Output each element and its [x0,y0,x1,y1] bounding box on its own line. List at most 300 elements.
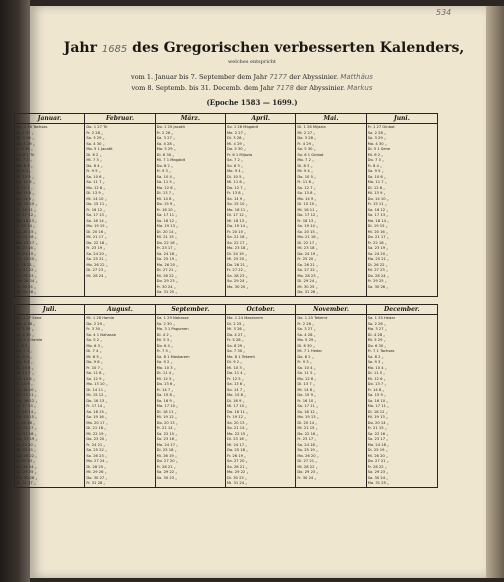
day-row: Mo. 10 4 „ [367,365,387,370]
day-row: Sa. 29 22 „ [156,470,178,474]
day-row: Mo. 26 20 „ [297,453,319,458]
day-row: Fr. 12 7 „ [16,185,33,190]
day-row: Fr. 16 10 „ [156,207,176,212]
day-row: Mi. 30 25 „ [297,284,318,289]
day-row: So. 25 19 „ [297,448,318,452]
day-row: Mo. 24 18 „ [367,442,390,447]
day-row: Mi. 5 3 „ [156,338,173,342]
day-row: Fr. 15 11 „ [367,202,387,206]
day-row: Di. 20 14 „ [297,420,318,425]
day-row: So. 25 21 „ [86,257,107,261]
day-row: Do. 14 10 „ [367,196,389,201]
day-row: Do. 6 30 „ [367,343,387,348]
day-row: Do. 23 20 „ [86,437,108,441]
day-row: Fr. 30 24 „ [297,475,317,480]
day-row: Di. 13 7 „ [156,191,175,195]
month-column [85,114,155,296]
day-row: Mi. 12 5 „ [156,376,175,381]
day-row: Mi. 4 30 „ [16,332,34,337]
day-row: Di. 27 23 „ [86,268,107,272]
day-row: Fr. 19 12 „ [227,415,247,419]
day-row: Mo. 15 8 „ [227,393,247,397]
page-title [34,40,494,56]
day-row: Fr. 13 9 „ [16,382,33,386]
day-row: Di. 1 26 Mijazia [297,125,326,129]
day-row: Sa. 2 28 „ [367,130,386,135]
day-row: Di. 17 13 „ [16,404,36,408]
day-row: Sa. 12 7 „ [297,185,316,190]
month-column [226,305,296,487]
day-row: Fr. 2 26 „ [156,130,174,135]
day-row: Mo. 8 3 „ [16,163,33,168]
day-row: Fr. 25 20 „ [297,257,317,261]
correspondence-line-1 [0,73,504,81]
day-row: So. 9 3 „ [367,360,384,364]
month-column [367,305,437,487]
day-row: Mi. 5 29 „ [367,338,386,342]
day-row: Mo. 19 15 „ [86,224,108,228]
day-row: So. 1 26 Magabit [227,125,259,129]
day-row: Mo. 24 17 „ [156,442,179,447]
day-row: Sa. 22 16 „ [367,431,389,436]
day-row: Fr. 20 16 „ [16,420,36,425]
day-row: Mo. 17 10 „ [156,404,179,408]
day-row: So. 29 24 „ [227,279,248,283]
day-row: Do. 8 2 „ [156,163,173,168]
page-number-note: 534 [436,8,452,17]
day-row: Sa. 4 1 Nahasse [86,332,117,337]
day-row: So. 4 28 „ [156,141,175,146]
day-row: Sa. 10 4 „ [156,174,175,179]
subtitle: welches entspricht [228,59,276,65]
day-row: Mi. 9 4 „ [297,169,313,173]
day-row: Mi. 31 26 „ [16,290,37,294]
day-row: Sa. 8 1 Maskarem [156,354,190,359]
line1-name-handwritten: Matthäus [340,73,373,81]
month-column [156,305,226,487]
day-row: Do. 1 25 Jacatit [156,125,185,129]
day-row: Fr. 8 4 „ [367,163,382,168]
line2-year-handwritten: 7178 [276,84,294,92]
day-row: Di. 2 27 „ [16,130,34,135]
day-row: Fr. 7 5 „ [156,349,171,353]
month-heading: September. [156,305,225,315]
day-row: Do. 8 2 „ [297,354,314,359]
day-row: So. 3 29 „ [367,136,386,140]
day-row: Sa. 7 2 „ [227,158,243,162]
month-heading: April. [226,114,295,124]
month-heading: Juni. [367,114,437,124]
day-row: So. 16 9 „ [156,398,175,403]
day-row: Sa. 17 13 „ [86,213,107,217]
day-row: Sa. 9 5 „ [367,169,384,173]
day-row: Mi. 22 19 „ [86,431,107,436]
day-row: Di. 11 5 „ [367,371,386,375]
day-row: So. 18 12 „ [297,409,318,414]
day-row: So. 28 21 „ [227,464,248,469]
day-row: Mo. 5 1 Jacatit [86,147,113,151]
day-row: Mo. 29 24 „ [16,279,38,283]
day-row: So. 4 28 „ [297,332,316,337]
day-row: So. 6 1 Ginbot [297,152,324,157]
day-row: Mi. 1 28 Hamle [86,316,115,320]
month-heading: Mai. [296,114,365,124]
day-row: Fr. 26 19 „ [227,453,247,458]
day-row: Do. 22 16 „ [156,240,178,245]
day-row: Sa. 13 6 „ [227,382,246,386]
day-row: So. 20 15 „ [297,229,318,234]
day-row: Mo. 25 21 „ [367,257,390,261]
day-row: Mi. 7 1 Hedar [297,349,323,353]
day-row: Fr. 17 14 „ [86,404,106,408]
day-row: Do. 28 24 „ [367,273,389,278]
day-row: So. 22 17 „ [227,240,248,245]
day-row: Di. 4 2 „ [156,332,172,337]
day-row: Fr. 27 22 „ [227,268,247,272]
day-row: Mo. 30 26 „ [16,475,38,480]
day-row: Do. 19 15 „ [16,415,38,419]
day-row: Mo. 2 28 „ [16,321,36,326]
day-row: So. 25 19 „ [156,257,178,261]
day-row: Do. 5 1 Hamle [16,338,43,342]
day-row: Fr. 31 28 „ [86,481,106,485]
day-row: Di. 31 27 „ [16,481,36,485]
day-row: So. 26 23 „ [86,453,107,458]
day-row: Mi. 7 1 Magabit [156,158,186,162]
day-row: Fr. 30 24 „ [156,284,176,289]
day-row: Do. 20 13 „ [156,420,178,425]
day-row: Sa. 1 25 Hedar [367,316,396,320]
day-row: Di. 17 12 „ [227,213,247,217]
day-row: Fr. 21 14 „ [156,426,176,430]
day-row: So. 8 3 „ [227,163,243,168]
day-row: Mi. 11 7 „ [16,371,34,375]
day-row: Di. 10 5 „ [227,174,245,179]
day-row: Di. 3 28 „ [227,136,245,140]
month-column [296,114,366,296]
day-row: So. 19 16 „ [86,415,107,419]
day-row: So. 2 26 „ [367,321,386,326]
day-row: Fr. 16 12 „ [86,207,106,212]
day-row: Mo. 11 7 „ [367,180,387,184]
day-row: Mo. 23 18 „ [227,246,249,250]
day-row: Mi. 24 17 „ [227,442,248,447]
day-row: Do. 17 12 „ [297,213,319,217]
day-row: Di. 23 16 „ [227,437,247,441]
day-row: Di. 16 11 „ [16,207,36,212]
day-row: So. 29 25 „ [16,470,37,474]
day-row: Di. 13 7 „ [297,382,315,386]
day-row: Mo. 26 20 „ [156,262,179,267]
day-row: So. 30 24 „ [367,475,389,480]
day-row: Di. 15 10 „ [297,202,318,206]
day-row: Di. 23 18 „ [16,246,36,250]
day-row: Sa. 23 19 „ [367,246,389,250]
day-row: Mo. 19 13 „ [297,415,319,419]
day-row: Mo. 5 29 „ [156,147,176,151]
day-row: Mi. 31 24 „ [227,481,248,485]
line1-suffix: der Abyssinier. [289,73,339,81]
day-row: Do. 15 9 „ [156,202,176,206]
day-row: Do. 29 23 „ [156,279,178,283]
day-row: So. 7 30 „ [227,349,246,353]
day-row: Mi. 3 28 „ [16,136,34,140]
day-row: Mo. 30 25 „ [227,284,249,289]
day-row: Fr. 23 17 „ [297,437,317,441]
day-row: Sa. 21 16 „ [227,235,248,239]
day-row: Mi. 28 22 „ [156,273,177,278]
day-row: Do. 12 8 „ [16,376,35,381]
day-row: Do. 13 6 „ [156,382,176,386]
day-row: Mo. 9 4 „ [227,169,244,173]
day-row: Di. 27 21 „ [156,268,177,272]
title-prefix: Jahr [63,40,97,56]
day-row: Sa. 25 22 „ [86,448,107,452]
day-row: Di. 24 19 „ [227,251,247,256]
day-row: Di. 18 11 „ [156,409,177,414]
day-row: Fr. 9 3 „ [156,169,171,173]
day-row: Mi. 7 3 „ [86,158,102,162]
day-row: Do. 18 11 „ [227,409,249,414]
day-row: Mo. 22 17 „ [16,240,38,245]
day-row: Mi. 4 29 „ [227,141,245,146]
day-row: Fr. 19 14 „ [16,224,36,228]
month-column [226,114,296,296]
day-row: Mi. 20 16 „ [367,229,388,234]
day-row: Di. 12 8 „ [367,185,386,190]
day-row: So. 17 13 „ [367,213,389,217]
day-row: Mi. 24 19 „ [16,251,37,256]
day-row: Mi. 26 19 „ [156,453,177,458]
day-row: Do. 26 22 „ [16,453,38,458]
day-row: Di. 25 18 „ [156,448,177,452]
day-row: Mo. 16 11 „ [227,207,249,212]
day-row: Mo. 13 10 „ [86,382,108,386]
day-row: Do. 15 9 „ [297,393,316,397]
day-row: So. 4 30 „ [86,141,105,146]
day-row: Di. 8 3 „ [297,163,313,168]
line1-year-handwritten: 7177 [269,73,288,81]
day-row: So. 14 9 „ [16,196,35,201]
day-row: Do. 22 16 „ [297,431,319,436]
day-row: Mi. 14 8 „ [297,387,316,392]
day-row: Sa. 11 8 „ [86,371,105,375]
day-row: Mo. 20 17 „ [86,420,108,425]
day-row: Mi. 18 13 „ [227,218,248,223]
day-row: So. 15 11 „ [16,393,37,397]
day-row: So. 11 5 „ [156,180,175,184]
day-row: So. 7 2 „ [16,158,32,162]
day-row: Di. 20 14 „ [156,229,177,234]
day-row: Sa. 5 30 „ [297,147,316,151]
month-column [367,114,437,296]
day-row: Mi. 12 6 „ [367,376,386,381]
day-row: Mo. 26 22 „ [86,262,108,267]
day-row: Mo. 1 26 Tachsas [16,125,48,129]
day-row: Do. 13 7 „ [367,382,387,386]
day-row: Mo. 3 27 „ [367,327,387,331]
day-row: Mo. 31 25 „ [367,481,390,485]
day-row: Do. 4 27 „ [227,332,246,337]
epoch-note: (Epoche 1583 — 1699.) [206,98,298,107]
day-row: Di. 29 24 „ [297,279,318,283]
day-row: Di. 30 23 „ [227,475,247,480]
day-row: Di. 24 20 „ [16,442,36,447]
day-row: Di. 9 2 „ [227,360,243,364]
day-row: Di. 13 9 „ [86,191,104,195]
day-row: So. 18 12 „ [156,218,178,223]
day-row: Fr. 1 27 Ginbot [367,125,395,129]
day-row: Mi. 17 10 „ [227,404,248,408]
month-heading: November. [296,305,365,315]
day-row: Do. 1 27 Tir [86,125,108,129]
day-row: Do. 29 23 „ [297,470,319,474]
day-row: Mi. 11 6 „ [227,180,245,184]
day-row: Sa. 19 14 „ [297,224,318,228]
day-row: Di. 26 22 „ [367,262,388,267]
day-row: Sa. 26 21 „ [297,262,318,267]
month-heading: December. [367,305,437,315]
day-row: Do. 10 5 „ [297,174,316,179]
line1-prefix: vom 1. Januar bis 7. September dem Jahr [131,73,268,81]
day-row: Mi. 3 26 „ [227,327,245,331]
day-row: Mi. 18 14 „ [16,409,37,414]
day-row: So. 14 7 „ [227,387,246,392]
title-year-handwritten: 1685 [101,44,128,55]
day-row: Mi. 15 12 „ [86,393,107,397]
day-row: Do. 1 25 Tekemt [297,316,328,320]
calendar-block-jul-dec [14,304,438,488]
day-row: So. 10 6 „ [367,174,386,179]
day-row: Do. 3 28 „ [297,136,316,140]
day-row: Fr. 27 23 „ [16,459,36,463]
day-row: Sa. 24 18 „ [156,251,178,256]
day-row: Mo. 19 13 „ [156,224,179,228]
day-row: So. 18 14 „ [86,218,107,223]
month-column [85,305,155,487]
day-row: Mo. 12 6 „ [297,376,317,381]
day-row: Sa. 14 9 „ [227,196,246,201]
day-row: Fr. 28 22 „ [367,464,387,469]
day-row: Fr. 5 30 „ [16,147,33,151]
day-row: Mi. 14 8 „ [156,196,175,201]
day-row: Mo. 4 30 „ [367,141,387,146]
day-row: So. 23 17 „ [367,437,389,441]
day-row: Di. 21 18 „ [86,426,107,430]
day-row: So. 27 22 „ [297,268,318,272]
day-row: Sa. 21 17 „ [16,426,37,430]
line2-name-handwritten: Markus [347,84,373,92]
day-row: So. 11 7 „ [86,180,105,184]
day-row: Di. 14 11 „ [86,387,107,392]
day-row: Do. 25 18 „ [227,448,249,452]
day-row: Sa. 29 23 „ [367,470,389,474]
day-row: Mo. 12 8 „ [86,185,106,190]
line2-prefix: vom 8. Septemb. bis 31. Decemb. dem Jahr [131,84,275,92]
day-row: So. 24 20 „ [367,251,389,256]
day-row: Mi. 29 26 „ [86,470,107,474]
day-row: Do. 7 3 „ [367,158,384,162]
line2-suffix: der Abyssinier. [296,84,346,92]
day-row: So. 28 23 „ [16,273,37,278]
day-row: Fr. 21 15 „ [367,426,387,430]
title-main: des Gregorischen verbesserten Kalenders, [132,40,465,56]
day-row: Fr. 14 7 „ [156,387,174,392]
day-row: Do. 9 6 „ [86,360,103,364]
day-row: So. 1 27 Sene [16,316,42,320]
day-row: Sa. 15 8 „ [156,393,175,397]
day-row: Sa. 27 20 „ [227,459,248,463]
day-row: Mo. 8 1 Tekemt [227,354,255,359]
day-row: Fr. 9 5 „ [86,169,101,173]
day-row: Sa. 22 15 „ [156,431,178,436]
day-row: Fr. 2 26 „ [297,321,314,326]
day-row: Sa. 15 9 „ [367,393,386,397]
day-row: Di. 16 9 „ [227,398,245,403]
day-row: Fr. 5 28 „ [227,338,244,342]
day-row: Do. 24 19 „ [297,251,319,256]
day-row: Mo. 1 24 Maskarem [227,316,264,320]
day-row: Sa. 3 29 „ [86,136,105,140]
day-row: Sa. 17 11 „ [156,213,178,217]
day-row: Mi. 21 15 „ [297,426,318,430]
day-row: Mi. 28 22 „ [297,464,318,469]
day-row: Mi. 6 2 „ [367,152,384,157]
day-row: So. 30 23 „ [156,475,178,480]
day-row: Sa. 6 1 Tir [16,152,35,157]
day-row: Mi. 25 21 „ [16,448,37,452]
month-column [296,305,366,487]
day-row: Mi. 27 23 „ [367,268,388,272]
day-row: Fr. 2 28 „ [86,130,103,135]
day-row: So. 15 10 „ [227,202,248,206]
day-row: Fr. 4 29 „ [297,141,314,146]
day-row: Do. 8 4 „ [86,163,103,168]
day-row: Fr. 6 2 „ [16,343,31,348]
month-column [15,305,85,487]
day-row: Fr. 22 18 „ [367,240,387,245]
day-row: Do. 15 11 „ [86,202,108,206]
day-row: Fr. 10 7 „ [86,365,103,370]
day-row: Sa. 16 12 „ [367,207,389,212]
day-row: Sa. 3 27 „ [156,136,175,140]
day-row: Mo. 22 15 „ [227,431,249,436]
day-row: Sa. 27 22 „ [16,268,37,272]
day-row: Do. 12 7 „ [227,185,246,190]
day-row: Mi. 23 18 „ [297,246,318,250]
day-row: Mo. 28 23 „ [297,273,319,278]
day-row: Fr. 11 6 „ [297,180,314,184]
day-row: Mo. 12 6 „ [156,185,176,190]
day-row: Di. 6 30 „ [156,152,175,157]
day-row: Sa. 24 18 „ [297,442,318,447]
day-row: Di. 10 6 „ [16,365,34,370]
day-row: Do. 26 21 „ [227,262,249,267]
day-row: Do. 5 30 „ [227,147,246,151]
month-heading: Juli. [15,305,84,315]
day-row: Mi. 14 10 „ [86,196,107,201]
day-row: Mi. 13 9 „ [367,191,386,195]
day-row: Mi. 10 3 „ [227,365,245,370]
day-row: Sa. 28 24 „ [16,464,37,469]
day-row: Sa. 13 8 „ [16,191,35,195]
day-row: Fr. 9 3 „ [297,360,312,364]
day-row: Do. 27 21 „ [367,459,389,463]
day-row: Di. 2 25 „ [227,321,245,326]
day-row: Di. 18 12 „ [367,409,388,414]
day-row: So. 2 30 „ [156,321,175,326]
month-column [15,114,85,296]
